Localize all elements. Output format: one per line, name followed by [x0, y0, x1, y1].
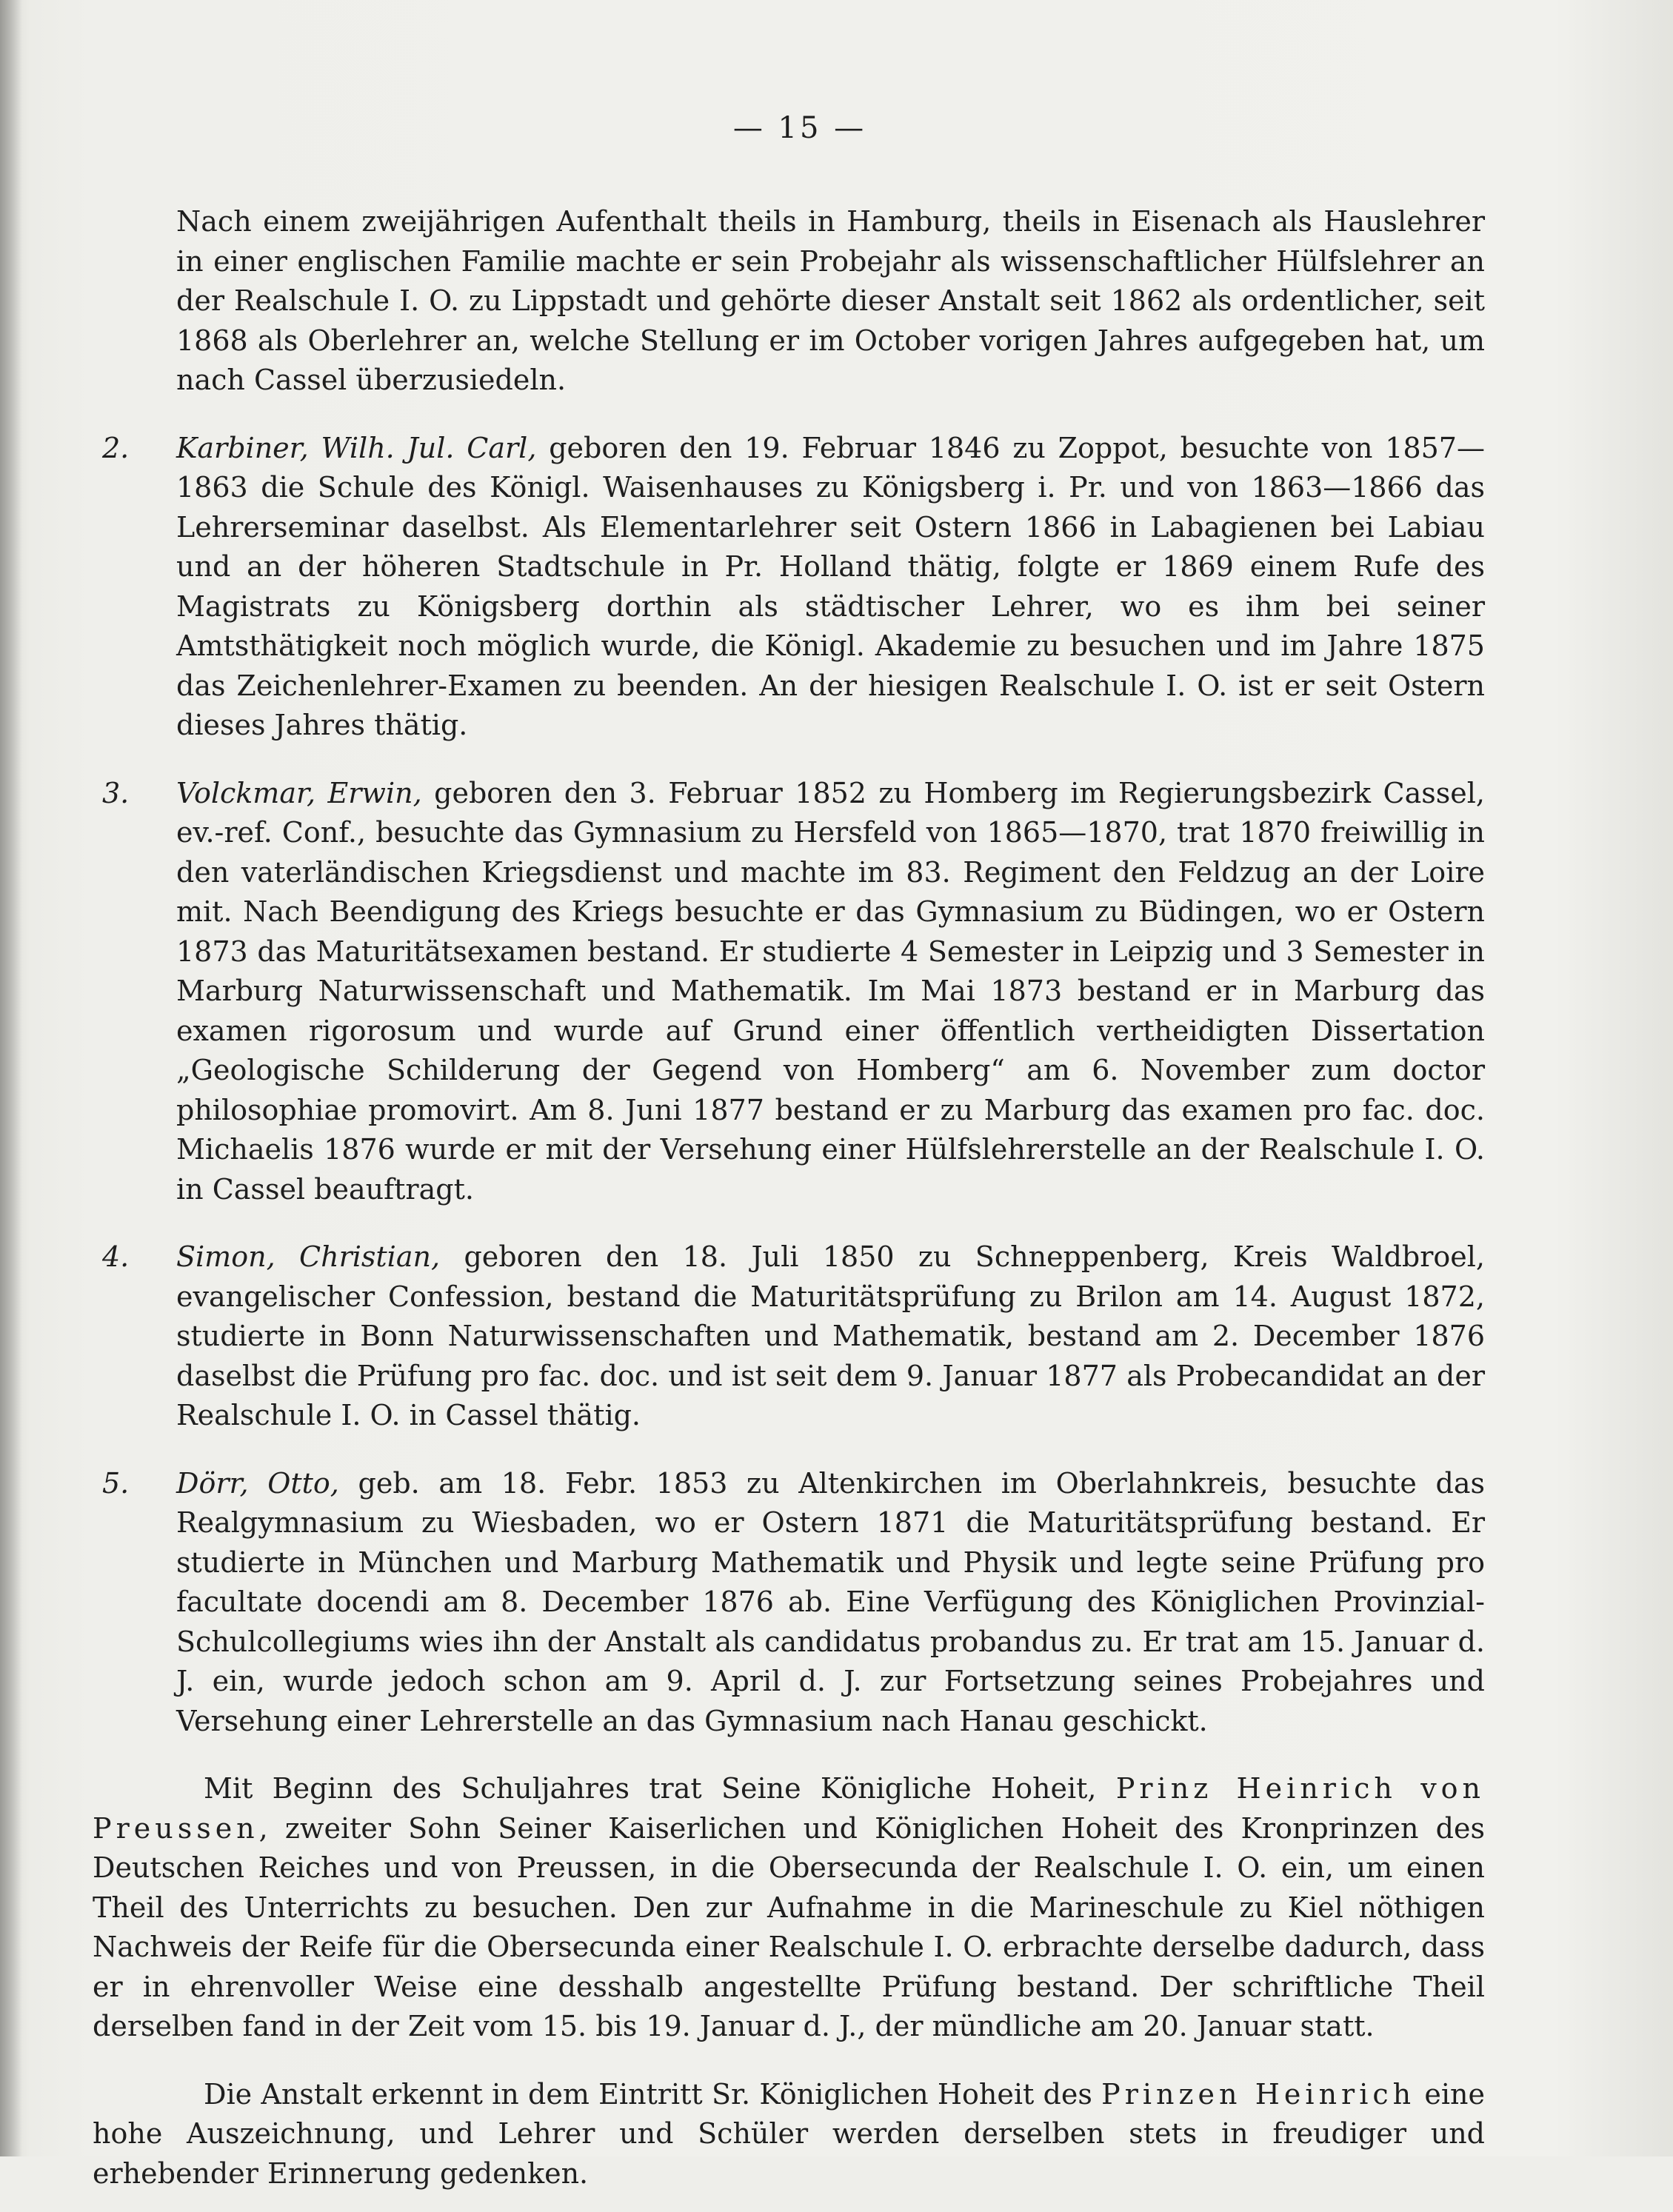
- entry-name: Simon, Christian,: [176, 1240, 441, 1273]
- intro-paragraph: Nach einem zweijährigen Aufenthalt theils in Hamburg, theils in Eisenach als Hauslehrer in einer englischen Familie machte er sein Probejahr als wissenschaftlicher Hülfslehrer an der Realschule I. O. zu Lippstadt und gehörte dieser Anstalt seit 1862 als ordentlicher, seit 1868 als Oberlehrer an, welche Stellung er im October vorigen Jahres aufgegeben hat, um nach Cassel überzusiedeln.: [176, 205, 1485, 396]
- paragraph-acknowledgement: [93, 2075, 1485, 2194]
- entry-text: geboren den 19. Februar 1846 zu Zoppot, besuchte von 1857—1863 die Schule des Königl. Waisenhauses zu Königsberg i. Pr. und von 1863—1866 das Lehrerseminar daselbst. Als Elementarlehrer seit Ostern 1866 in Labagienen bei Labiau und an der höheren Stadtschule in Pr. Holland thätig, folgte er 1869 einem Rufe des Magistrats zu Königsberg dorthin als städtischer Lehrer, wo es ihm bei seiner Amtsthätigkeit noch möglich wurde, die Königl. Akademie zu besuchen und im Jahre 1875 das Zeichenlehrer-Examen zu beenden. An der hiesigen Realschule I. O. ist er seit Ostern dieses Jahres thätig.: [176, 431, 1485, 741]
- entry-number: 5.: [102, 1466, 130, 1500]
- para2-after: eine hohe Auszeichnung, und Lehrer und Schüler werden derselben stets in freudiger und erhebender Erinnerung gedenken.: [93, 2077, 1486, 2190]
- entry-text: geboren den 18. Juli 1850 zu Schneppenberg, Kreis Waldbroel, evangelischer Confession, bestand die Maturitätsprüfung zu Brilon am 14. August 1872, studierte in Bonn Naturwissenschaften und Mathematik, bestand am 2. December 1876 daselbst die Prüfung pro fac. doc. und ist seit dem 9. Januar 1877 als Probecandidat an der Realschule I. O. in Cassel thätig.: [176, 1240, 1485, 1431]
- entry-number: 4.: [102, 1240, 130, 1273]
- body-text: [93, 174, 1485, 2212]
- para1-before: Mit Beginn des Schuljahres trat Seine Königliche Hoheit,: [204, 1772, 1116, 1805]
- entry-doerr: [93, 1464, 1485, 1742]
- entry-name: Dörr, Otto,: [176, 1466, 339, 1500]
- entry-text: geboren den 3. Februar 1852 zu Homberg im Regierungsbezirk Cassel, ev.-ref. Conf., besuchte das Gymnasium zu Hersfeld von 1865—1870, trat 1870 freiwillig in den vaterländischen Kriegsdienst und machte im 83. Regiment den Feldzug an der Loire mit. Nach Beendigung des Kriegs besuchte er das Gymnasium zu Büdingen, wo er Ostern 1873 das Maturitätsexamen bestand. Er studierte 4 Semester in Leipzig und 3 Semester in Marburg Naturwissenschaft und Mathematik. Im Mai 1873 bestand er in Marburg das examen rigorosum und wurde auf Grund einer öffentlich vertheidigten Dissertation „Geologische Schilderung der Gegend von Homberg“ am 6. November zum doctor philosophiae promovirt. Am 8. Juni 1877 bestand er zu Marburg das examen pro fac. doc. Michaelis 1876 wurde er mit der Versehung einer Hülfslehrerstelle an der Realschule I. O. in Cassel beauftragt.: [176, 776, 1485, 1206]
- entry-karbiner: [93, 429, 1485, 746]
- page-number: — 15 —: [732, 111, 867, 145]
- entry-text: geb. am 18. Febr. 1853 zu Altenkirchen im Oberlahnkreis, besuchte das Realgymnasium zu Wiesbaden, wo er Ostern 1871 die Maturitätsprüfung bestand. Er studierte in München und Marburg Mathematik und Physik und legte seine Prüfung pro facultate docendi am 8. December 1876 ab. Eine Verfügung des Königlichen Provinzial-Schulcollegiums wies ihn der Anstalt als candidatus probandus zu. Er trat am 15. Januar d. J. ein, wurde jedoch schon am 9. April d. J. zur Fortsetzung seines Probejahres und Versehung einer Lehrerstelle an das Gymnasium nach Hanau geschickt.: [176, 1466, 1485, 1737]
- paragraph-prince-enrollment: [93, 1769, 1485, 2047]
- entry-number: 3.: [102, 776, 130, 809]
- entry-name: Volckmar, Erwin,: [176, 776, 422, 809]
- page-edge-shadow: [0, 0, 22, 2156]
- para2-before: Die Anstalt erkennt in dem Eintritt Sr. Königlichen Hoheit des: [204, 2077, 1102, 2111]
- para1-after: , zweiter Sohn Seiner Kaiserlichen und Königlichen Hoheit des Kronprinzen des Deutschen Reiches und von Preussen, in die Obersecunda der Realschule I. O. ein, um einen Theil des Unterrichts zu besuchen. Den zur Aufnahme in die Marineschule zu Kiel nöthigen Nachweis der Reife für die Obersecunda einer Realschule I. O. erbrachte derselbe dadurch, dass er in ehrenvoller Weise eine desshalb angestellte Prüfung bestand. Der schriftliche Theil derselben fand in der Zeit vom 15. bis 19. Januar d. J., der mündliche am 20. Januar statt.: [93, 1811, 1485, 2042]
- para1-spaced-name: Prinz Heinrich von Preussen: [93, 1772, 1486, 1845]
- entry-number: 2.: [102, 431, 130, 464]
- entry-volckmar: [93, 774, 1485, 1210]
- entry-simon: [93, 1237, 1485, 1436]
- entry-name: Karbiner, Wilh. Jul. Carl,: [176, 431, 537, 464]
- para2-spaced-name: Prinzen Heinrich: [1101, 2077, 1416, 2111]
